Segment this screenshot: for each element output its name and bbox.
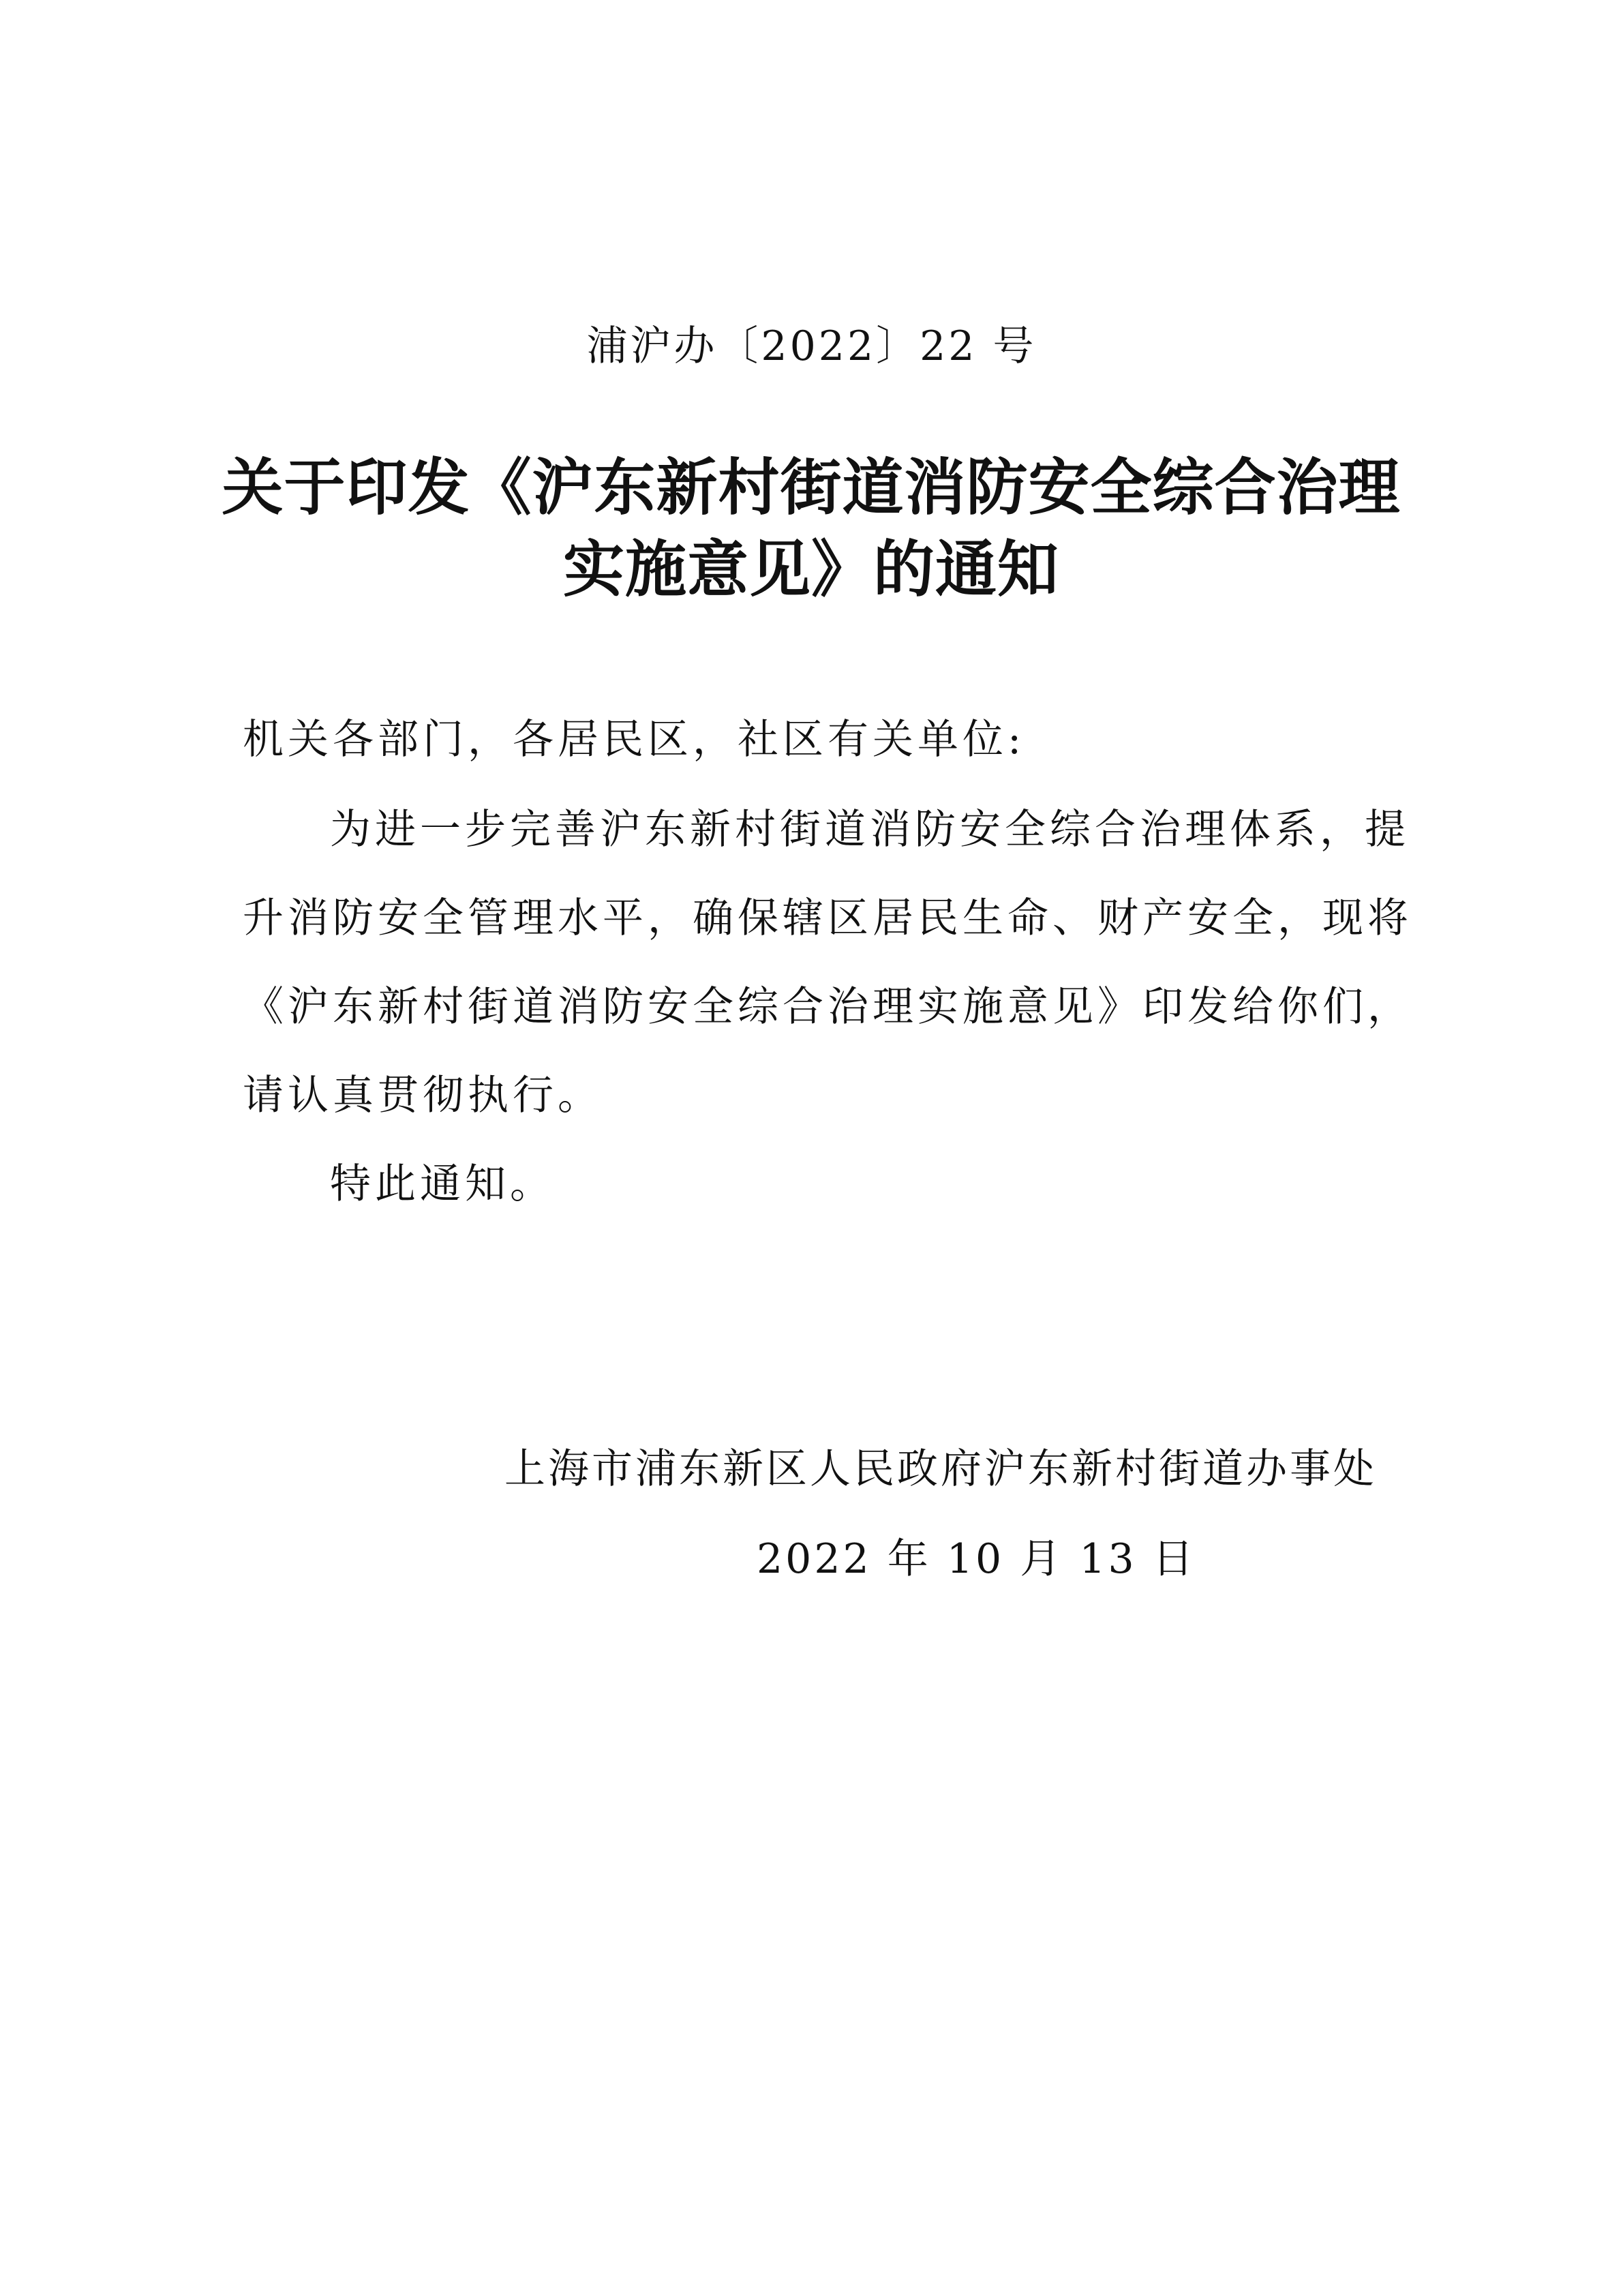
document-title bbox=[204, 447, 1418, 610]
body-paragraph-line: 为进一步完善沪东新村街道消防安全综合治理体系，提 bbox=[330, 806, 1410, 854]
salutation: 机关各部门，各居民区，社区有关单位: bbox=[243, 716, 1026, 764]
body-paragraph-line: 《沪东新村街道消防安全综合治理实施意见》印发给你们， bbox=[243, 983, 1412, 1031]
issuing-authority: 上海市浦东新区人民政府沪东新村街道办事处 bbox=[504, 1445, 1377, 1493]
title-line: 实施意见》的通知 bbox=[563, 533, 1059, 605]
body-paragraph-line: 升消防安全管理水平，确保辖区居民生命、财产安全，现将 bbox=[243, 894, 1412, 942]
document-number: 浦沪办〔2022〕22 号 bbox=[586, 322, 1037, 370]
issue-date: 2022 年 10 月 13 日 bbox=[757, 1535, 1196, 1583]
title-line: 关于印发《沪东新村街道消防安全综合治理 bbox=[222, 451, 1401, 524]
body-paragraph-line: 请认真贯彻执行。 bbox=[243, 1072, 603, 1119]
closing-remark: 特此通知。 bbox=[330, 1160, 555, 1208]
